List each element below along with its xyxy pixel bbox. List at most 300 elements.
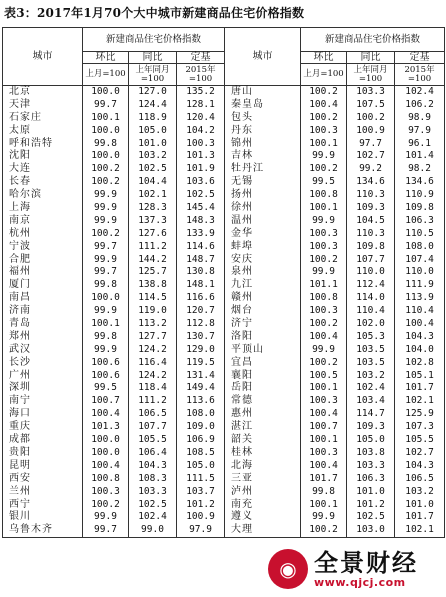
city-name: 安庆 <box>231 253 254 265</box>
city-name: 呼和浩特 <box>9 137 53 149</box>
city-name: 韶关 <box>231 434 254 446</box>
index-value: 103.4 <box>356 395 385 407</box>
city-name: 西安 <box>9 472 31 484</box>
index-value: 124.2 <box>138 369 167 381</box>
city-name: 合肥 <box>9 253 31 265</box>
index-value: 111.9 <box>405 279 434 291</box>
index-value: 111.5 <box>186 472 215 484</box>
index-value: 100.7 <box>91 395 120 407</box>
index-value: 114.0 <box>356 292 385 304</box>
city-name: 常德 <box>231 395 254 407</box>
city-name: 温州 <box>231 214 254 226</box>
fixed-header-left: 定基 <box>177 52 225 64</box>
yoy-header-right: 同比 <box>347 52 395 64</box>
mom-sub-left: 上月=100 <box>83 64 129 86</box>
index-value: 100.2 <box>91 176 120 188</box>
index-value: 130.8 <box>186 266 215 278</box>
city-name: 秦皇岛 <box>231 98 265 110</box>
city-name: 烟台 <box>231 305 254 317</box>
index-value: 100.3 <box>91 485 120 497</box>
city-name: 广州 <box>9 369 31 381</box>
index-value: 100.2 <box>309 356 338 368</box>
city-name: 福州 <box>9 266 31 278</box>
index-value: 100.2 <box>91 227 120 239</box>
index-value: 99.9 <box>94 214 117 226</box>
index-value: 104.2 <box>186 124 215 136</box>
index-value: 100.0 <box>91 292 120 304</box>
index-value: 102.1 <box>138 189 167 201</box>
index-value: 100.3 <box>309 227 338 239</box>
city-name: 大理 <box>231 524 254 536</box>
index-value: 104.3 <box>138 459 167 471</box>
index-value: 113.2 <box>138 318 167 330</box>
index-value: 100.0 <box>91 86 120 97</box>
index-value: 99.8 <box>94 279 117 291</box>
city-name: 郑州 <box>9 330 31 342</box>
fixed-sub-right: 2015年=100 <box>395 64 445 86</box>
index-value: 106.3 <box>405 214 434 226</box>
city-name: 重庆 <box>9 421 31 433</box>
city-name: 宁波 <box>9 240 31 252</box>
fixed-column-right <box>395 86 444 537</box>
index-value: 137.3 <box>138 214 167 226</box>
index-value: 99.8 <box>94 330 117 342</box>
index-value: 103.5 <box>356 343 385 355</box>
index-value: 145.4 <box>186 202 215 214</box>
index-value: 98.9 <box>408 111 431 123</box>
index-value: 100.8 <box>309 292 338 304</box>
index-value: 102.4 <box>138 511 167 523</box>
index-value: 106.4 <box>138 446 167 458</box>
index-value: 120.4 <box>186 111 215 123</box>
index-value: 104.0 <box>405 343 434 355</box>
index-value: 100.4 <box>309 330 338 342</box>
city-name: 哈尔滨 <box>9 189 42 201</box>
index-value: 102.7 <box>356 150 385 162</box>
index-value: 102.4 <box>356 382 385 394</box>
index-value: 110.4 <box>356 305 385 317</box>
index-value: 100.9 <box>356 124 385 136</box>
city-name: 沈阳 <box>9 150 31 162</box>
index-value: 100.1 <box>309 498 338 510</box>
index-value: 119.0 <box>138 305 167 317</box>
city-name: 徐州 <box>231 202 254 214</box>
city-name: 天津 <box>9 98 31 110</box>
index-value: 99.9 <box>94 511 117 523</box>
index-value: 118.9 <box>138 111 167 123</box>
index-group-header-left: 新建商品住宅价格指数 <box>83 28 225 52</box>
city-name: 贵阳 <box>9 446 31 458</box>
city-name: 金华 <box>231 227 254 239</box>
index-value: 111.2 <box>138 395 167 407</box>
index-value: 105.0 <box>186 459 215 471</box>
index-value: 102.7 <box>405 446 434 458</box>
index-value: 103.2 <box>405 485 434 497</box>
city-name: 厦门 <box>9 279 31 291</box>
index-value: 114.7 <box>356 408 385 420</box>
index-value: 100.4 <box>309 408 338 420</box>
index-value: 109.3 <box>356 421 385 433</box>
city-list-left <box>3 86 82 537</box>
city-name: 北京 <box>9 86 31 97</box>
yoy-column-right <box>347 86 394 537</box>
city-name: 湛江 <box>231 421 254 433</box>
city-name: 深圳 <box>9 382 31 394</box>
index-value: 138.8 <box>138 279 167 291</box>
index-value: 144.2 <box>138 253 167 265</box>
city-name: 洛阳 <box>231 330 254 342</box>
index-value: 99.8 <box>312 485 335 497</box>
index-value: 125.9 <box>405 408 434 420</box>
city-name: 泸州 <box>231 485 254 497</box>
index-value: 101.7 <box>309 472 338 484</box>
city-name: 丹东 <box>231 124 254 136</box>
yoy-sub-right: 上年同月=100 <box>347 64 395 86</box>
index-value: 101.2 <box>186 498 215 510</box>
index-value: 102.5 <box>138 163 167 175</box>
index-value: 108.5 <box>186 446 215 458</box>
index-value: 129.0 <box>186 343 215 355</box>
city-name: 海口 <box>9 408 31 420</box>
city-name: 南宁 <box>9 395 31 407</box>
index-value: 100.0 <box>91 150 120 162</box>
index-value: 100.6 <box>91 356 120 368</box>
fixed-column-left <box>177 86 224 537</box>
index-value: 118.4 <box>138 382 167 394</box>
index-value: 97.9 <box>189 524 212 536</box>
city-name: 牡丹江 <box>231 163 265 175</box>
index-value: 110.3 <box>356 189 385 201</box>
index-value: 100.3 <box>309 446 338 458</box>
index-value: 98.2 <box>408 163 431 175</box>
price-index-table <box>2 27 445 538</box>
index-value: 112.8 <box>186 318 215 330</box>
index-value: 110.9 <box>405 189 434 201</box>
index-value: 116.6 <box>186 292 215 304</box>
index-value: 99.9 <box>94 189 117 201</box>
index-value: 110.4 <box>405 305 434 317</box>
city-name: 济南 <box>9 305 31 317</box>
index-value: 102.0 <box>356 318 385 330</box>
index-value: 102.5 <box>186 189 215 201</box>
index-value: 104.4 <box>138 176 167 188</box>
index-value: 128.1 <box>186 98 215 110</box>
city-name: 乌鲁木齐 <box>9 524 53 536</box>
city-name: 济宁 <box>231 318 254 330</box>
index-value: 100.0 <box>91 434 120 446</box>
index-value: 103.2 <box>138 150 167 162</box>
index-value: 100.9 <box>186 511 215 523</box>
city-name: 南充 <box>231 498 254 510</box>
index-value: 100.2 <box>309 253 338 265</box>
index-value: 128.3 <box>138 202 167 214</box>
index-value: 99.9 <box>94 202 117 214</box>
index-value: 105.0 <box>138 124 167 136</box>
index-value: 104.3 <box>405 459 434 471</box>
index-value: 101.1 <box>309 279 338 291</box>
index-value: 100.4 <box>91 408 120 420</box>
index-value: 100.4 <box>309 98 338 110</box>
index-value: 100.2 <box>309 524 338 536</box>
index-value: 107.5 <box>356 98 385 110</box>
index-value: 100.0 <box>91 446 120 458</box>
index-value: 100.2 <box>356 111 385 123</box>
index-value: 124.2 <box>138 343 167 355</box>
index-value: 100.2 <box>91 498 120 510</box>
city-name: 武汉 <box>9 343 31 355</box>
index-value: 102.1 <box>405 395 434 407</box>
mom-column-left <box>83 86 128 537</box>
index-value: 108.0 <box>186 408 215 420</box>
index-value: 100.4 <box>405 318 434 330</box>
city-name: 岳阳 <box>231 382 254 394</box>
index-value: 100.2 <box>309 318 338 330</box>
city-header-left: 城市 <box>3 28 83 86</box>
index-value: 100.3 <box>309 395 338 407</box>
index-value: 103.7 <box>186 485 215 497</box>
index-value: 105.3 <box>356 330 385 342</box>
index-value: 109.0 <box>186 421 215 433</box>
index-value: 103.8 <box>356 446 385 458</box>
index-value: 103.3 <box>138 485 167 497</box>
city-list-right <box>225 86 300 537</box>
index-value: 120.7 <box>186 305 215 317</box>
index-value: 99.9 <box>312 511 335 523</box>
index-value: 134.6 <box>405 176 434 188</box>
index-value: 106.5 <box>405 472 434 484</box>
index-value: 103.3 <box>356 459 385 471</box>
index-value: 107.7 <box>138 421 167 433</box>
index-value: 96.1 <box>408 137 431 149</box>
index-value: 149.4 <box>186 382 215 394</box>
index-value: 124.4 <box>138 98 167 110</box>
index-value: 97.9 <box>408 124 431 136</box>
index-value: 101.3 <box>186 150 215 162</box>
city-name: 无锡 <box>231 176 254 188</box>
mom-header-right: 环比 <box>301 52 347 64</box>
mom-column-right <box>301 86 346 537</box>
index-value: 106.5 <box>138 408 167 420</box>
index-value: 100.5 <box>309 369 338 381</box>
index-value: 131.4 <box>186 369 215 381</box>
index-value: 133.9 <box>186 227 215 239</box>
city-name: 宜昌 <box>231 356 254 368</box>
index-value: 107.3 <box>405 421 434 433</box>
index-value: 106.2 <box>405 98 434 110</box>
city-name: 杭州 <box>9 227 31 239</box>
index-value: 109.8 <box>356 240 385 252</box>
index-value: 108.3 <box>138 472 167 484</box>
index-value: 148.3 <box>186 214 215 226</box>
index-value: 100.4 <box>309 459 338 471</box>
city-name: 青岛 <box>9 318 31 330</box>
index-value: 99.9 <box>94 253 117 265</box>
index-value: 113.9 <box>405 292 434 304</box>
city-name: 太原 <box>9 124 31 136</box>
index-value: 109.8 <box>405 202 434 214</box>
index-value: 101.3 <box>91 421 120 433</box>
index-value: 103.5 <box>356 356 385 368</box>
city-name: 扬州 <box>231 189 254 201</box>
index-value: 110.0 <box>356 266 385 278</box>
index-value: 99.9 <box>312 214 335 226</box>
city-name: 兰州 <box>9 485 31 497</box>
index-value: 100.8 <box>91 472 120 484</box>
index-value: 102.5 <box>138 498 167 510</box>
index-value: 100.0 <box>91 124 120 136</box>
index-value: 101.0 <box>138 137 167 149</box>
index-value: 100.1 <box>309 202 338 214</box>
index-value: 100.1 <box>309 137 338 149</box>
city-name: 唐山 <box>231 86 254 97</box>
index-value: 99.7 <box>94 98 117 110</box>
index-value: 110.5 <box>405 227 434 239</box>
index-value: 148.7 <box>186 253 215 265</box>
index-value: 105.5 <box>405 434 434 446</box>
city-name: 长春 <box>9 176 31 188</box>
index-value: 101.2 <box>356 498 385 510</box>
mom-sub-right: 上月=100 <box>301 64 347 86</box>
index-value: 99.9 <box>312 266 335 278</box>
index-value: 101.7 <box>405 511 434 523</box>
watermark-name: 全景财经 <box>314 548 418 577</box>
city-name: 大连 <box>9 163 31 175</box>
yoy-header-left: 同比 <box>129 52 177 64</box>
index-value: 102.4 <box>405 86 434 97</box>
index-value: 107.7 <box>356 253 385 265</box>
index-value: 99.9 <box>312 150 335 162</box>
index-value: 102.8 <box>405 356 434 368</box>
city-name: 襄阳 <box>231 369 254 381</box>
city-name: 锦州 <box>231 137 254 149</box>
index-group-header-right: 新建商品住宅价格指数 <box>301 28 445 52</box>
index-value: 101.0 <box>405 498 434 510</box>
index-value: 97.7 <box>359 137 382 149</box>
index-value: 100.3 <box>309 240 338 252</box>
city-name: 吉林 <box>231 150 254 162</box>
index-value: 99.2 <box>359 163 382 175</box>
index-value: 99.8 <box>94 137 117 149</box>
index-value: 100.2 <box>309 163 338 175</box>
city-name: 银川 <box>9 511 31 523</box>
index-value: 103.6 <box>186 176 215 188</box>
city-name: 包头 <box>231 111 254 123</box>
index-value: 99.9 <box>94 305 117 317</box>
index-value: 113.6 <box>186 395 215 407</box>
fixed-sub-left: 2015年=100 <box>177 64 225 86</box>
city-name: 南京 <box>9 214 31 226</box>
index-value: 99.7 <box>94 240 117 252</box>
city-header-right: 城市 <box>225 28 301 86</box>
index-value: 100.2 <box>309 86 338 97</box>
index-value: 102.5 <box>356 511 385 523</box>
index-value: 114.5 <box>138 292 167 304</box>
index-value: 105.5 <box>138 434 167 446</box>
index-value: 106.3 <box>356 472 385 484</box>
index-value: 125.7 <box>138 266 167 278</box>
index-value: 100.8 <box>309 189 338 201</box>
index-value: 106.9 <box>186 434 215 446</box>
city-name: 三亚 <box>231 472 254 484</box>
index-value: 105.1 <box>405 369 434 381</box>
watermark <box>264 545 442 593</box>
index-value: 101.7 <box>405 382 434 394</box>
index-value: 114.6 <box>186 240 215 252</box>
index-value: 107.4 <box>405 253 434 265</box>
index-value: 99.7 <box>94 524 117 536</box>
city-name: 西宁 <box>9 498 31 510</box>
index-value: 100.2 <box>309 111 338 123</box>
index-value: 99.7 <box>94 266 117 278</box>
index-value: 105.0 <box>356 434 385 446</box>
city-name: 北海 <box>231 459 254 471</box>
index-value: 104.5 <box>356 214 385 226</box>
index-value: 119.5 <box>186 356 215 368</box>
page-title: 表3：2017年1月70个大中城市新建商品住宅价格指数 <box>4 6 305 20</box>
yoy-column-left <box>129 86 176 537</box>
index-value: 99.9 <box>312 343 335 355</box>
index-value: 100.1 <box>309 382 338 394</box>
index-value: 109.3 <box>356 202 385 214</box>
index-value: 104.3 <box>405 330 434 342</box>
city-name: 赣州 <box>231 292 254 304</box>
index-value: 100.1 <box>91 111 120 123</box>
index-value: 99.5 <box>94 382 117 394</box>
index-value: 112.4 <box>356 279 385 291</box>
index-value: 134.6 <box>356 176 385 188</box>
city-name: 昆明 <box>9 459 31 471</box>
index-value: 103.3 <box>356 86 385 97</box>
watermark-url: www.qjcj.com <box>314 575 406 589</box>
index-value: 99.0 <box>141 524 164 536</box>
index-value: 148.1 <box>186 279 215 291</box>
index-value: 101.4 <box>405 150 434 162</box>
index-value: 111.2 <box>138 240 167 252</box>
city-name: 石家庄 <box>9 111 42 123</box>
city-name: 南昌 <box>9 292 31 304</box>
fixed-header-right: 定基 <box>395 52 445 64</box>
index-value: 110.3 <box>356 227 385 239</box>
city-name: 平顶山 <box>231 343 265 355</box>
index-value: 130.7 <box>186 330 215 342</box>
index-value: 108.0 <box>405 240 434 252</box>
index-value: 116.4 <box>138 356 167 368</box>
index-value: 100.3 <box>309 124 338 136</box>
index-value: 100.6 <box>91 369 120 381</box>
index-value: 103.0 <box>356 524 385 536</box>
city-name: 蚌埠 <box>231 240 254 252</box>
index-value: 99.5 <box>312 176 335 188</box>
index-value: 135.2 <box>186 86 215 97</box>
index-value: 100.7 <box>309 421 338 433</box>
city-name: 上海 <box>9 202 31 214</box>
city-name: 桂林 <box>231 446 254 458</box>
index-value: 110.0 <box>405 266 434 278</box>
index-value: 101.9 <box>186 163 215 175</box>
city-name: 惠州 <box>231 408 254 420</box>
index-value: 100.2 <box>91 163 120 175</box>
city-name: 遵义 <box>231 511 254 523</box>
index-value: 100.1 <box>309 434 338 446</box>
city-name: 九江 <box>231 279 254 291</box>
city-name: 成都 <box>9 434 31 446</box>
index-value: 99.9 <box>94 343 117 355</box>
index-value: 100.1 <box>91 318 120 330</box>
index-value: 101.0 <box>356 485 385 497</box>
index-value: 100.3 <box>309 305 338 317</box>
index-value: 103.2 <box>356 369 385 381</box>
city-name: 泉州 <box>231 266 254 278</box>
